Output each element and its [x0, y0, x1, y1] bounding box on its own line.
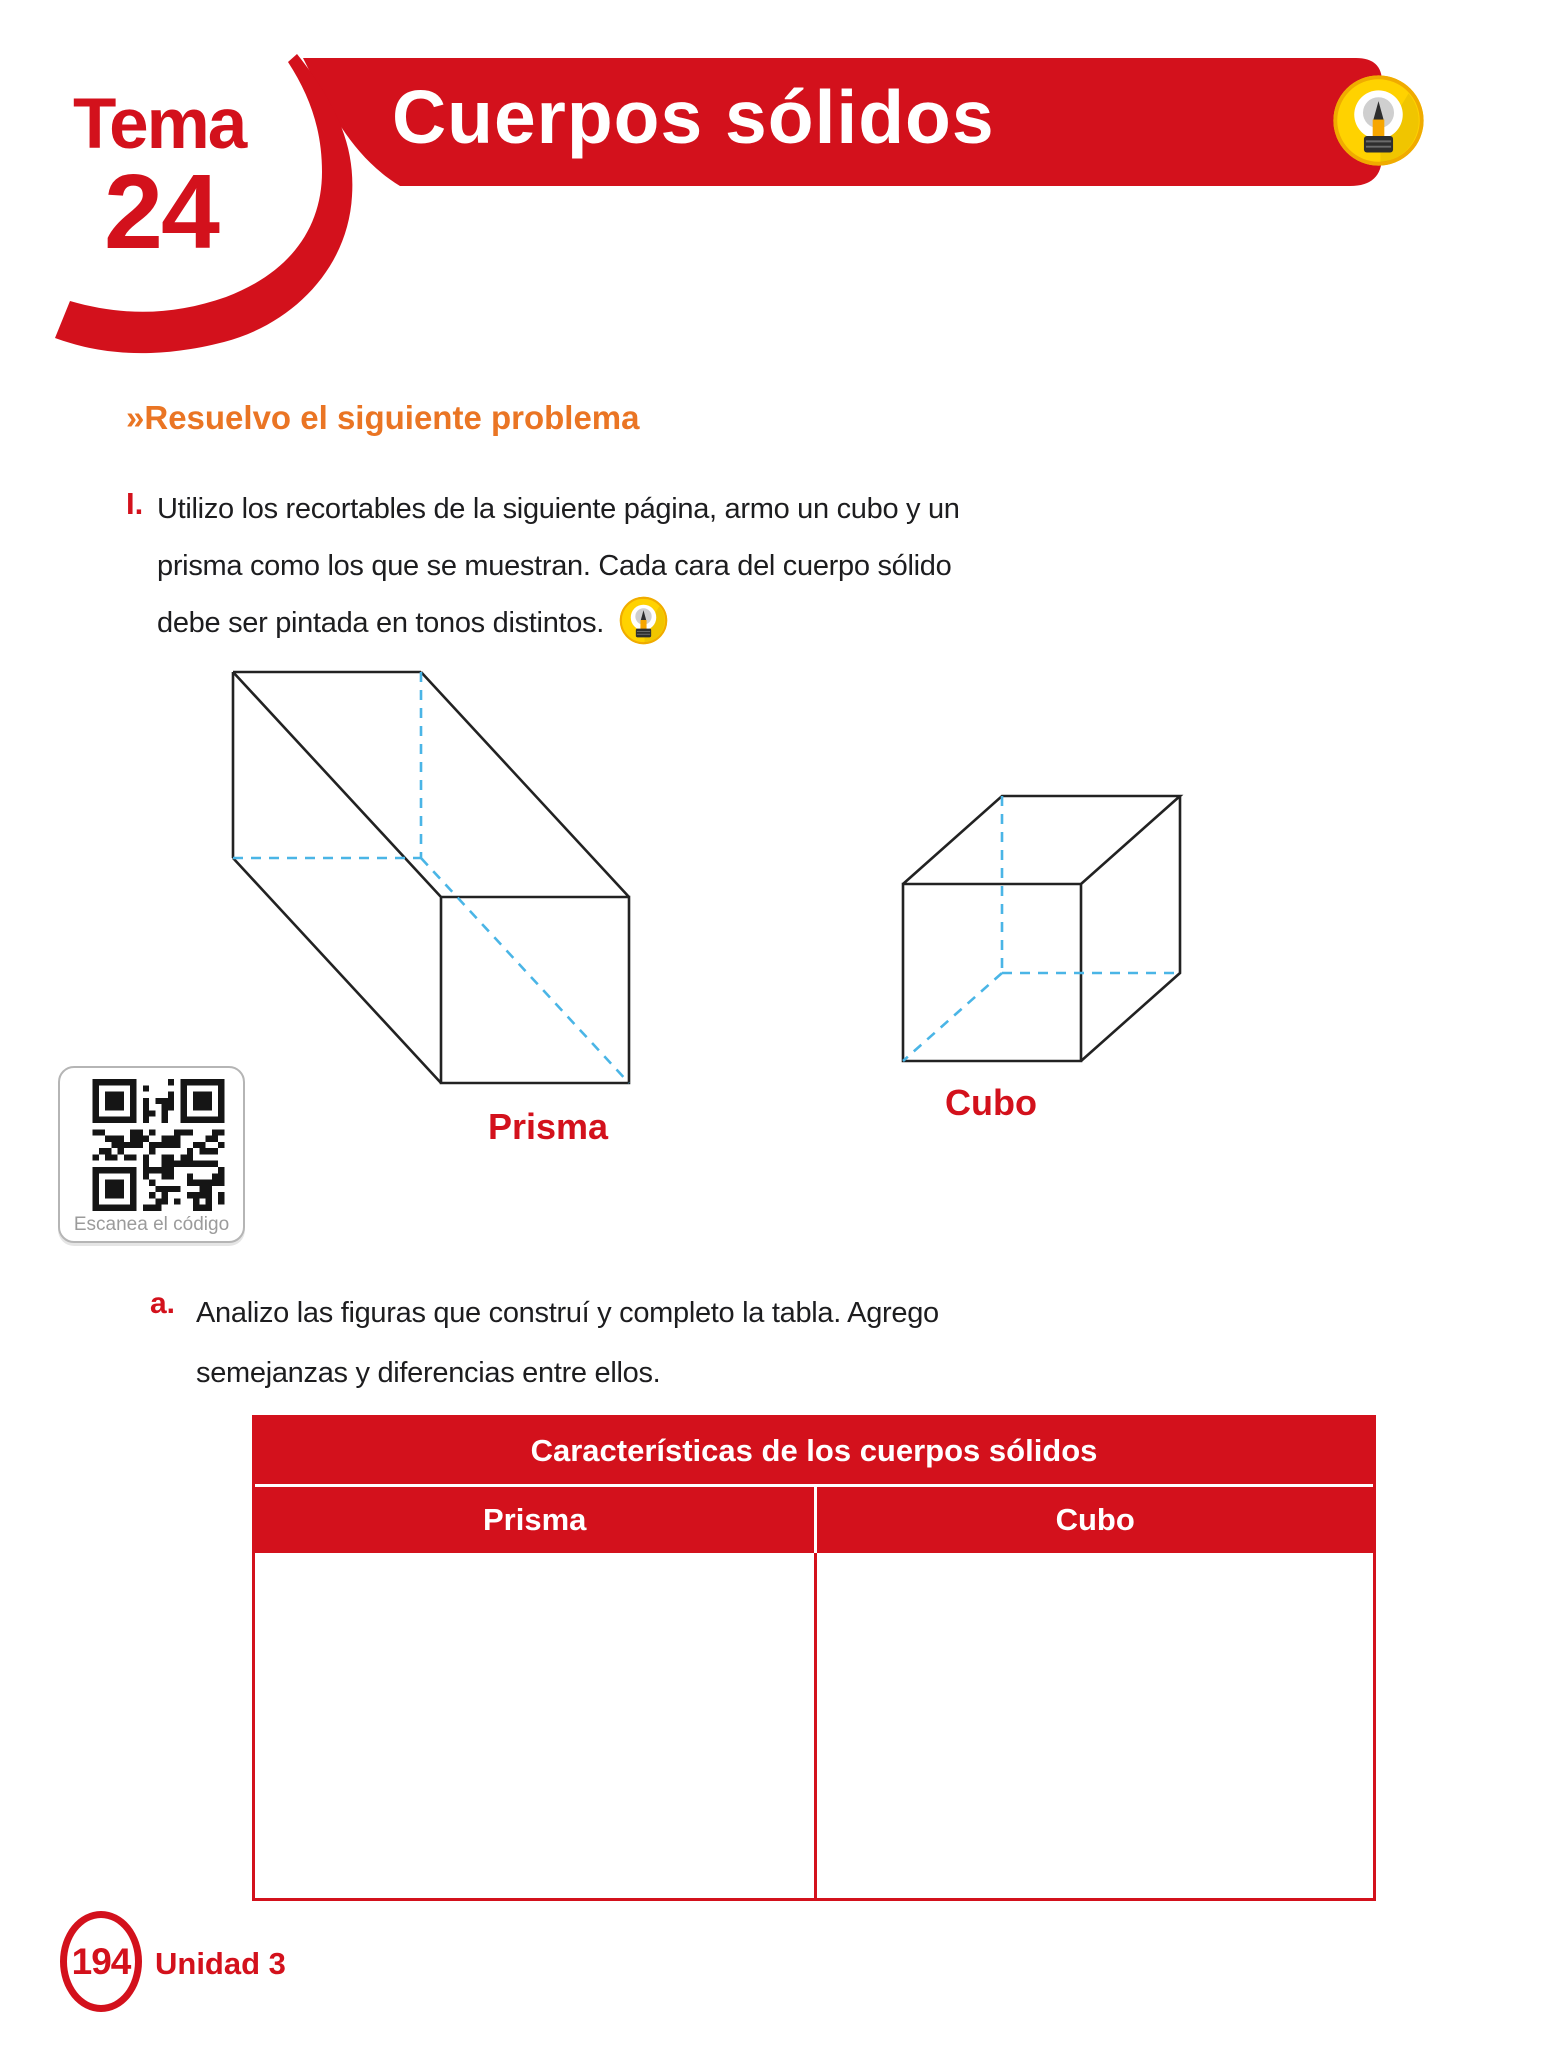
qr-card	[58, 1066, 245, 1243]
lightbulb-pencil-icon-art	[1330, 72, 1427, 169]
prism-solid-edges	[233, 672, 629, 1083]
page-number: 194	[71, 1940, 131, 1982]
table-header-row	[255, 1487, 1373, 1553]
table-title: Características de los cuerpos sólidos	[255, 1418, 1373, 1487]
cube-hidden-edges	[903, 796, 1180, 1061]
header-banner-art	[0, 0, 1564, 380]
prism-hidden-edges	[233, 672, 629, 1083]
heading-marker: »	[126, 399, 145, 436]
problem-text	[157, 481, 960, 652]
lightbulb-pencil-icon-small	[618, 595, 669, 646]
table-cell-cubo[interactable]	[817, 1553, 1373, 1898]
task-a-line-2: semejanzas y diferencias entre ellos.	[196, 1357, 661, 1389]
problem-text-line-2: prisma como los que se muestran. Cada cara del cuerpo sólido	[157, 550, 952, 582]
problem-text-line-3	[157, 595, 960, 652]
problem-text-line-3-text: debe ser pintada en tonos distintos.	[157, 607, 605, 639]
prism-label: Prisma	[487, 1106, 609, 1147]
table-col-header-prisma: Prisma	[255, 1487, 817, 1553]
qr-caption: Escanea el código	[73, 1214, 230, 1235]
task-a-text	[196, 1283, 939, 1403]
characteristics-table	[252, 1415, 1376, 1901]
section-heading	[126, 399, 640, 437]
cube-solid-edges	[903, 796, 1180, 1061]
prism-figure	[220, 658, 644, 1096]
table-body-row	[255, 1553, 1373, 1898]
table-col-header-cubo: Cubo	[1055, 1502, 1135, 1537]
cube-figure	[890, 783, 1194, 1073]
qr-code	[88, 1079, 229, 1211]
item-marker-a: a.	[150, 1287, 176, 1320]
unit-label: Unidad 3	[155, 1946, 286, 1981]
page-title: Cuerpos sólidos	[392, 75, 995, 159]
table-cell-prisma[interactable]	[255, 1553, 817, 1898]
cube-label: Cubo	[945, 1082, 1037, 1123]
problem-text-line-1: Utilizo los recortables de la siguiente página, armo un cubo y un	[157, 493, 960, 525]
task-a-line-1: Analizo las figuras que construí y completo la tabla. Agrego	[196, 1297, 939, 1329]
tema-label: Tema	[73, 85, 246, 164]
lightbulb-pencil-icon	[1330, 72, 1427, 169]
page-number-badge	[60, 1911, 142, 2012]
lightbulb-pencil-icon-small-art	[618, 595, 669, 646]
item-marker-roman: I.	[126, 486, 144, 521]
tema-number: 24	[104, 153, 218, 271]
heading-text: Resuelvo el siguiente problema	[144, 399, 640, 436]
